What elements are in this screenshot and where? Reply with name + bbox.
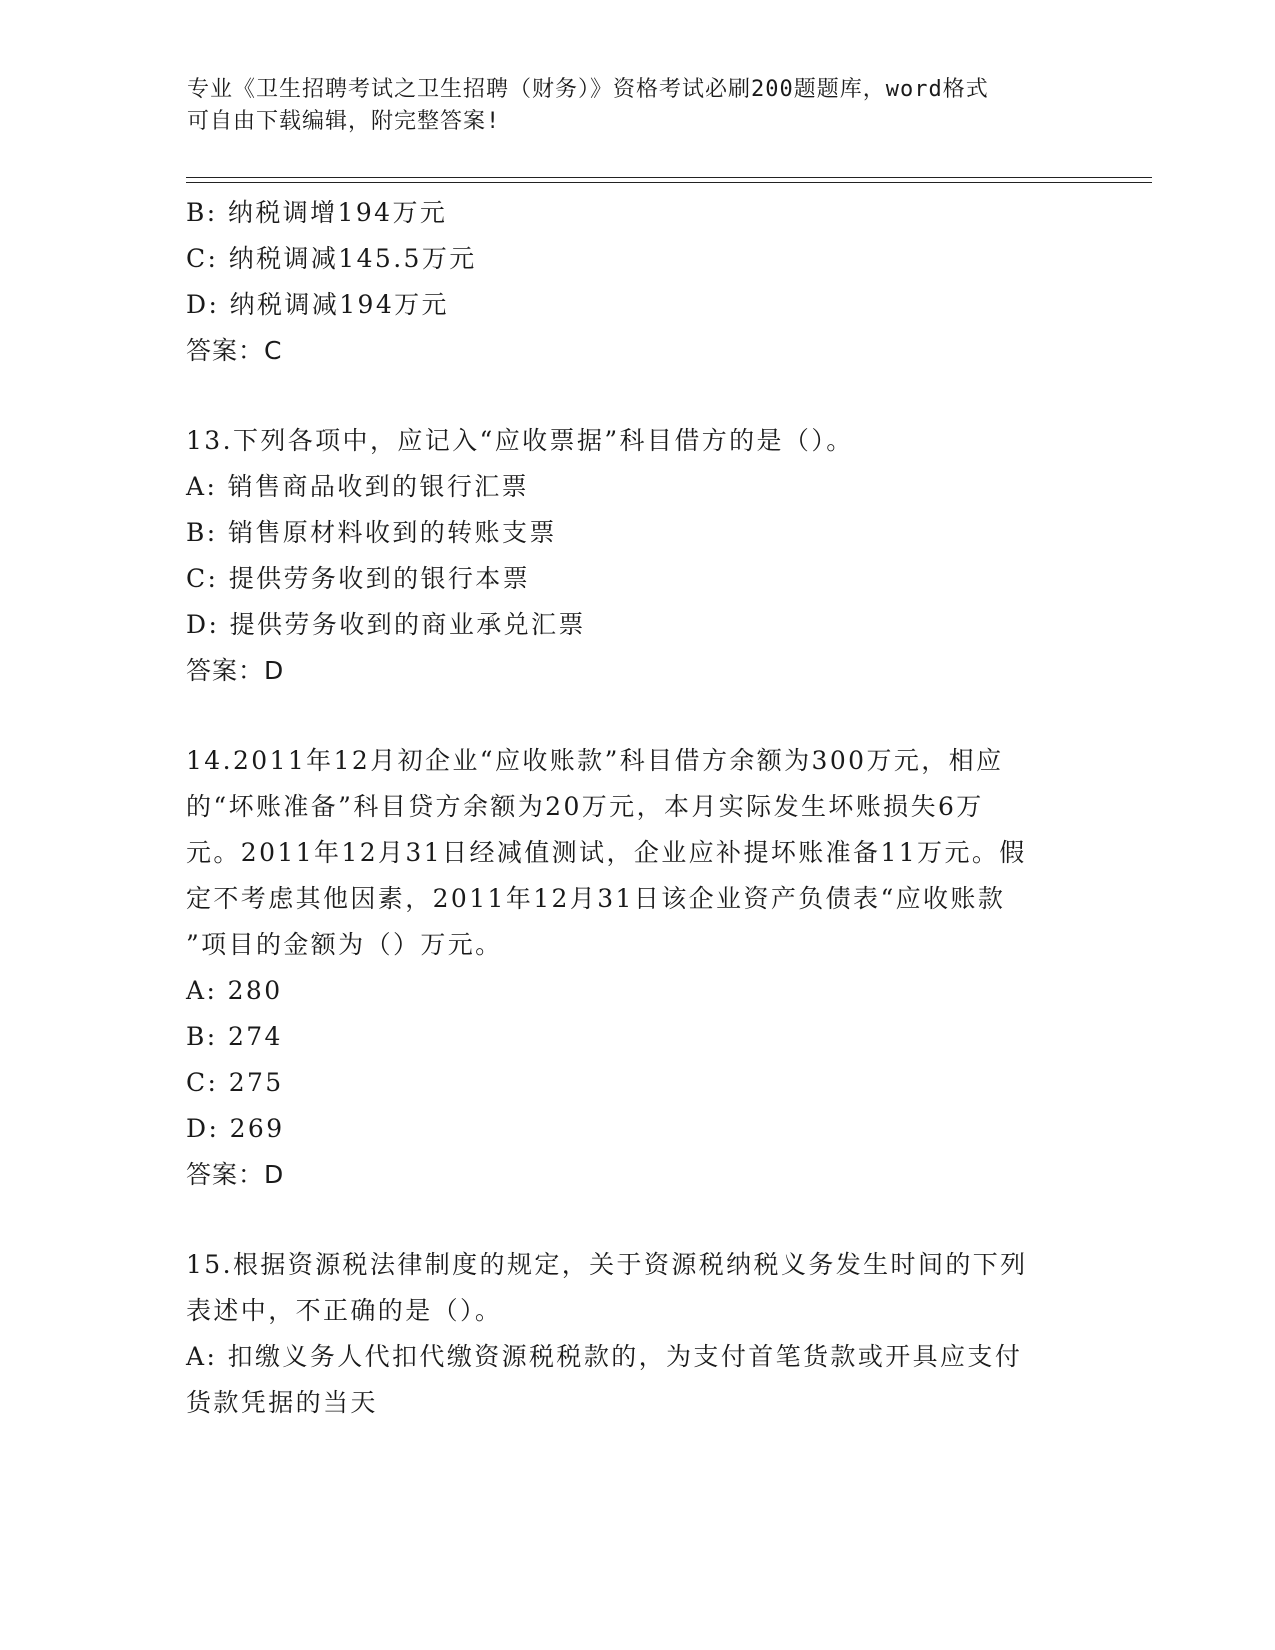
question-content [186,190,1086,1426]
option-c: C: 275 [186,1068,284,1097]
question-text-line-1: 14.2011年12月初企业“应收账款”科目借方余额为300万元，相应 [186,746,1004,775]
question-13 [186,418,1086,694]
option-c: C: 纳税调减145.5万元 [186,244,477,273]
option-a-line-1: A: 扣缴义务人代扣代缴资源税税款的，为支付首笔货款或开具应支付 [186,1342,1023,1371]
question-text-line-5: ”项目的金额为（）万元。 [186,930,503,959]
option-b: B: 纳税调增194万元 [186,198,448,227]
header-line-1: 专业《卫生招聘考试之卫生招聘（财务）》资格考试必刷200题题库，word格式 [187,77,989,102]
question-text-line-3: 元。2011年12月31日经减值测试，企业应补提坏账准备11万元。假 [186,838,1027,867]
header-divider-bottom [186,182,1152,183]
answer-line: 答案：C [186,336,283,365]
answer-line: 答案：D [186,1160,285,1189]
option-d: D: 提供劳务收到的商业承兑汇票 [186,610,586,639]
option-a: A: 销售商品收到的银行汇票 [186,472,530,501]
question-text-line-1: 15.根据资源税法律制度的规定，关于资源税纳税义务发生时间的下列 [186,1250,1028,1279]
answer-line: 答案：D [186,656,285,685]
option-d: D: 269 [186,1114,285,1143]
option-c: C: 提供劳务收到的银行本票 [186,564,531,593]
header-line-2: 可自由下载编辑，附完整答案! [187,109,501,134]
document-header [187,74,1067,138]
question-text-line-2: 表述中，不正确的是（）。 [186,1296,503,1325]
header-divider-top [186,177,1152,178]
option-b: B: 销售原材料收到的转账支票 [186,518,557,547]
option-d: D: 纳税调减194万元 [186,290,449,319]
option-a-line-2: 货款凭据的当天 [186,1388,378,1417]
question-12-tail [186,190,1086,374]
option-b: B: 274 [186,1022,283,1051]
question-text: 13.下列各项中，应记入“应收票据”科目借方的是（）。 [186,426,854,455]
question-text-line-4: 定不考虑其他因素，2011年12月31日该企业资产负债表“应收账款 [186,884,1006,913]
question-14 [186,738,1086,1198]
option-a: A: 280 [186,976,283,1005]
question-text-line-2: 的“坏账准备”科目贷方余额为20万元，本月实际发生坏账损失6万 [186,792,984,821]
question-15 [186,1242,1086,1426]
